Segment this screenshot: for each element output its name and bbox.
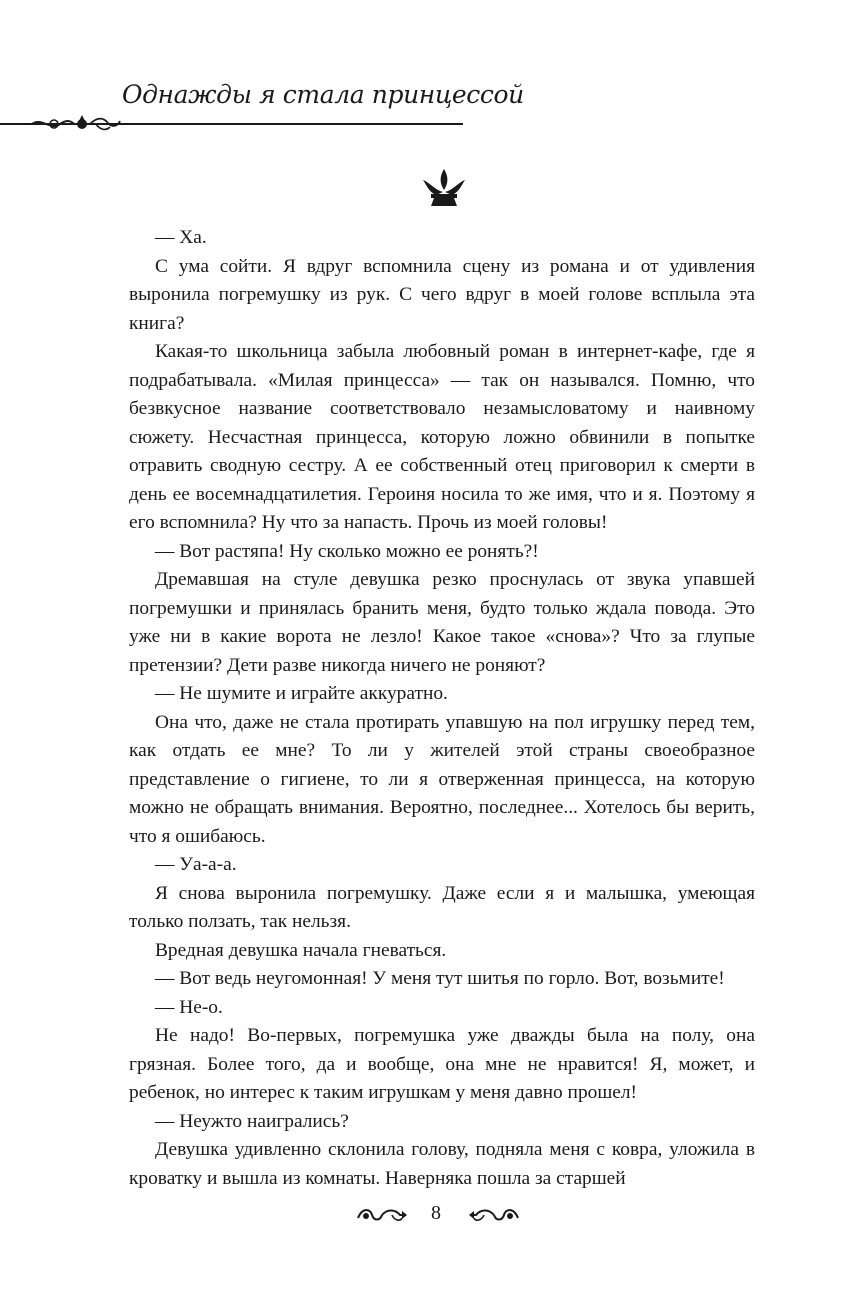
paragraph: — Неужто наигрались?	[155, 1110, 349, 1132]
page-number: 8	[431, 1202, 441, 1224]
paragraph: — Не-о.	[155, 996, 223, 1018]
paragraph: Дремавшая на стуле девушка резко проснулась от звука упавшей погремушки и принялась бранить меня, будто только ждала повода. Это уже ни в какие ворота не лезло! Какое такое «снова»? Что за глупые претензии? Дети разве никогда ничего не роняют?	[129, 569, 755, 676]
paragraph: Какая-то школьница забыла любовный роман в интернет-кафе, где я подрабатывала. «Милая принцесса» — так он назывался. Помню, что безвкусное название соответствовало незамысловатому и наивному сюжету. Несчастная принцесса, которую ложно обвинили в попытке отравить сводную сестру. А ее собственный отец приговорил к смерти в день ее восемнадцатилетия. Героиня носила то же имя, что и я. Поэтому я его вспомнила? Ну что за напасть. Прочь из моей головы!	[129, 341, 755, 533]
vine-ornament-icon	[30, 113, 122, 135]
paragraph: Я снова выронила погремушку. Даже если я и малышка, умеющая только ползать, так нельзя.	[129, 882, 755, 932]
paragraph: Не надо! Во-первых, погремушка уже дважды была на полу, она грязная. Более того, да и вообще, она мне не нравится! Я, может, и ребенок, но интерес к таким игрушкам у меня давно прошел!	[129, 1025, 755, 1103]
paragraph: — Уа-а-а.	[155, 854, 237, 875]
paragraph: — Ха.	[155, 227, 207, 248]
paragraph: — Вот ведь неугомонная! У меня тут шитья по горло. Вот, возьмите!	[155, 968, 725, 989]
page-footer	[0, 1196, 844, 1236]
running-header	[0, 76, 524, 140]
paragraph: Вредная девушка начала гневаться.	[155, 939, 447, 961]
paragraph: — Не шумите и играйте аккуратно.	[155, 683, 448, 704]
book-title: Однажды я стала принцессой	[122, 80, 524, 109]
paragraph: — Вот растяпа! Ну сколько можно ее ронять?!	[155, 540, 539, 562]
paragraph: Она что, даже не стала протирать упавшую на пол игрушку перед тем, как отдать ее мне? То ли у жителей этой страны своеобразное представление о гигиене, то ли я отверженная принцесса, на которую можно не обращать внимания. Вероятно, последнее... Хотелось бы верить, что я ошибаюсь.	[129, 711, 755, 847]
scroll-ornament-icon	[468, 1204, 520, 1226]
paragraph: Девушка удивленно склонила голову, подняла меня с ковра, уложила в кроватку и вышла из комнаты. Наверняка пошла за старшей	[129, 1139, 755, 1189]
paragraph: С ума сойти. Я вдруг вспомнила сцену из романа и от удивления выронила погремушку из рук. С чего вдруг в моей голове всплыла эта книга?	[129, 255, 755, 334]
scroll-ornament-icon	[356, 1204, 408, 1226]
fleur-de-lis-icon	[421, 168, 467, 208]
chapter-text	[129, 224, 755, 1193]
